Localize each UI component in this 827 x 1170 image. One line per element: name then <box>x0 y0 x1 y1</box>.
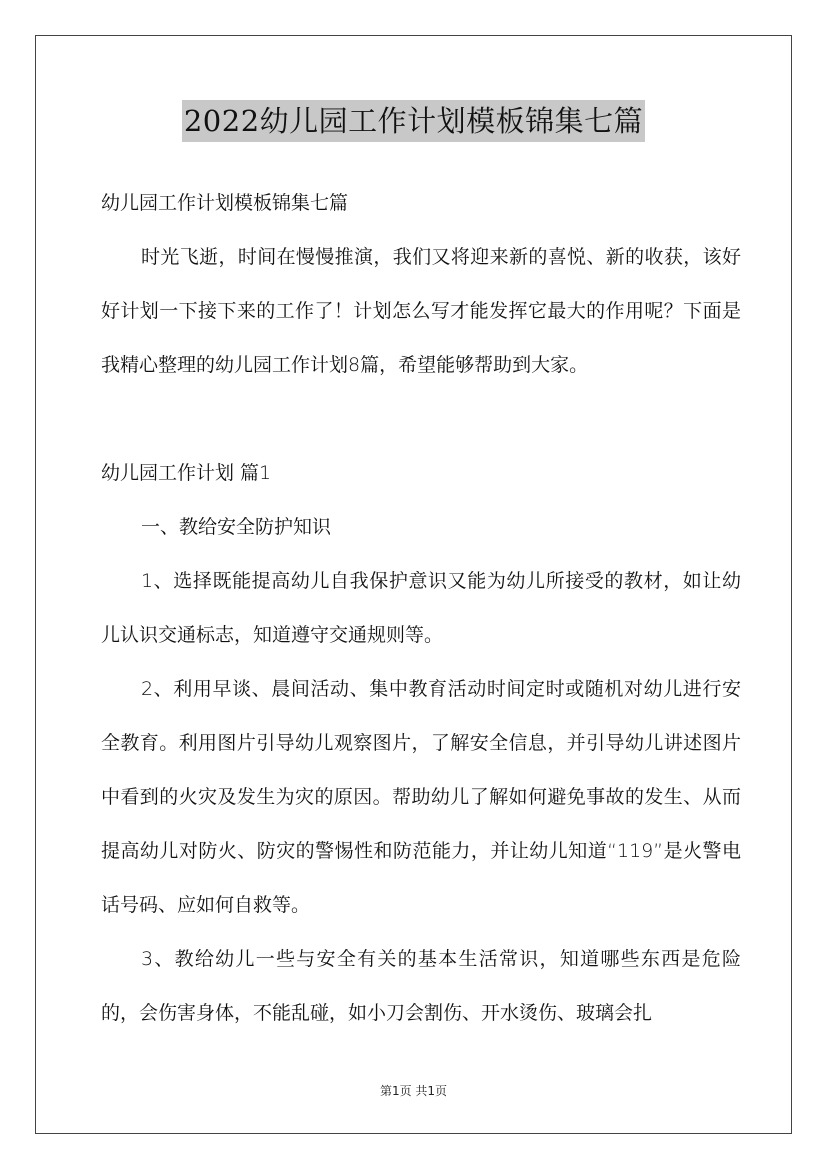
document-title: 2022幼儿园工作计划模板锦集七篇 <box>182 100 645 142</box>
page-footer: 第1页 共1页 <box>379 1084 448 1098</box>
section-spacer <box>101 392 741 446</box>
section-heading: 幼儿园工作计划 篇1 <box>101 462 272 484</box>
paragraph-1: 1、选择既能提高幼儿自我保护意识又能为幼儿所接受的教材，如让幼儿认识交通标志，知道遵守交通规则等。 <box>101 570 741 646</box>
intro-paragraph: 时光飞逝，时间在慢慢推演，我们又将迎来新的喜悦、新的收获，该好好计划一下接下来的工作了！计划怎么写才能发挥它最大的作用呢？下面是我精心整理的幼儿园工作计划8篇，希望能够帮助到大家。 <box>101 246 741 376</box>
paragraph-2: 2、利用早谈、晨间活动、集中教育活动时间定时或随机对幼儿进行安全教育。利用图片引导幼儿观察图片，了解安全信息，并引导幼儿讲述图片中看到的火灾及发生为灾的原因。帮助幼儿了解如何避免事故的发生、从而提高幼儿对防火、防灾的警惕性和防范能力，并让幼儿知道“119”是火警电话号码、应如何自救等。 <box>101 678 741 916</box>
document-subtitle: 幼儿园工作计划模板锦集七篇 <box>101 192 349 214</box>
subsection-heading: 一、教给安全防护知识 <box>141 516 332 538</box>
document-body <box>101 176 741 1040</box>
title-wrap <box>0 100 827 142</box>
paragraph-3: 3、教给幼儿一些与安全有关的基本生活常识，知道哪些东西是危险的，会伤害身体，不能乱碰，如小刀会割伤、开水烫伤、玻璃会扎 <box>101 948 741 1024</box>
